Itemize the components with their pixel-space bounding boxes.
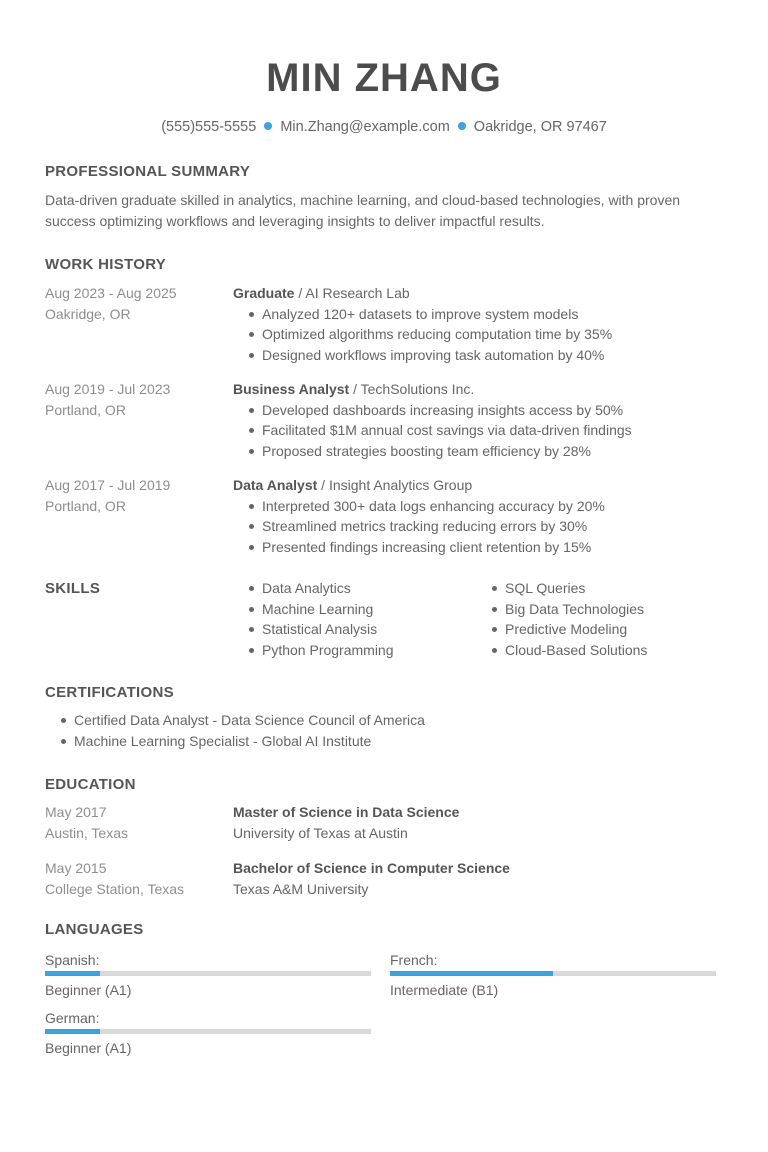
skills-heading: SKILLS — [45, 580, 101, 597]
certification-item: Certified Data Analyst - Data Science Council of America — [45, 710, 425, 731]
summary-heading: PROFESSIONAL SUMMARY — [45, 163, 251, 180]
skill-item: Cloud-Based Solutions — [476, 640, 647, 661]
job-bullet: Streamlined metrics tracking reducing errors by 30% — [233, 516, 605, 537]
certifications-heading: CERTIFICATIONS — [45, 684, 174, 701]
education-location: Austin, Texas — [45, 824, 129, 841]
job-meta — [45, 283, 177, 324]
candidate-name: MIN ZHANG — [266, 56, 502, 100]
language-level: Beginner (A1) — [45, 982, 132, 998]
email: Min.Zhang@example.com — [280, 119, 450, 135]
job-entry — [233, 283, 612, 365]
education-date: May 2017 — [45, 804, 107, 820]
skills-column-2 — [476, 578, 647, 660]
degree: Master of Science in Data Science — [233, 804, 460, 820]
job-meta — [45, 379, 170, 420]
job-title: Data Analyst — [233, 477, 318, 493]
summary-text: Data-driven graduate skilled in analytics, machine learning, and cloud-based technologies, with proven success optimizing workflows and leveraging insights to deliver impactful results. — [45, 192, 681, 229]
contact-line — [0, 119, 768, 135]
job-bullet: Optimized algorithms reducing computation time by 35% — [233, 324, 612, 345]
education-meta — [45, 802, 128, 843]
separator-dot — [264, 122, 272, 130]
language-name: German: — [45, 1010, 100, 1026]
job-bullet: Interpreted 300+ data logs enhancing accuracy by 20% — [233, 496, 605, 517]
language-name: French: — [390, 952, 438, 968]
school: Texas A&M University — [233, 880, 369, 897]
phone: (555)555-5555 — [161, 119, 257, 135]
school: University of Texas at Austin — [233, 824, 408, 841]
skills-column-1 — [233, 578, 394, 660]
certification-item: Machine Learning Specialist - Global AI Institute — [45, 731, 425, 752]
job-location: Portland, OR — [45, 401, 126, 418]
proficiency-fill — [45, 971, 100, 976]
education-heading: EDUCATION — [45, 776, 136, 793]
language-level: Beginner (A1) — [45, 1040, 132, 1056]
language-name: Spanish: — [45, 952, 100, 968]
proficiency-bar — [390, 971, 716, 976]
job-bullet: Presented findings increasing client retention by 15% — [233, 537, 605, 558]
job-bullet: Developed dashboards increasing insights access by 50% — [233, 400, 632, 421]
job-bullet: Proposed strategies boosting team efficiency by 28% — [233, 441, 632, 462]
job-location: Portland, OR — [45, 497, 126, 514]
job-company: / Insight Analytics Group — [317, 477, 473, 493]
education-date: May 2015 — [45, 860, 107, 876]
job-dates: Aug 2017 - Jul 2019 — [45, 477, 171, 493]
proficiency-bar — [45, 971, 371, 976]
skill-item: Big Data Technologies — [476, 599, 647, 620]
job-dates: Aug 2023 - Aug 2025 — [45, 285, 177, 301]
language-spanish — [45, 951, 371, 999]
job-company: / AI Research Lab — [294, 285, 410, 301]
job-company: / TechSolutions Inc. — [349, 381, 475, 397]
work-history-heading: WORK HISTORY — [45, 256, 167, 273]
skill-item: Data Analytics — [233, 578, 394, 599]
job-location: Oakridge, OR — [45, 305, 131, 322]
job-entry — [233, 475, 605, 557]
language-level: Intermediate (B1) — [390, 982, 499, 998]
job-bullet: Designed workflows improving task automation by 40% — [233, 345, 612, 366]
skill-item: Predictive Modeling — [476, 619, 647, 640]
job-bullet: Facilitated $1M annual cost savings via data-driven findings — [233, 420, 632, 441]
certifications-list — [45, 710, 425, 751]
education-meta — [45, 858, 184, 899]
skill-item: Machine Learning — [233, 599, 394, 620]
degree: Bachelor of Science in Computer Science — [233, 860, 510, 876]
proficiency-bar — [45, 1029, 371, 1034]
proficiency-fill — [390, 971, 553, 976]
job-meta — [45, 475, 170, 516]
education-entry — [233, 858, 510, 899]
address: Oakridge, OR 97467 — [473, 119, 607, 135]
skill-item: SQL Queries — [476, 578, 647, 599]
language-french — [390, 951, 716, 999]
proficiency-fill — [45, 1029, 100, 1034]
job-dates: Aug 2019 - Jul 2023 — [45, 381, 171, 397]
job-entry — [233, 379, 632, 461]
skill-item: Statistical Analysis — [233, 619, 394, 640]
job-title: Graduate — [233, 285, 295, 301]
skill-item: Python Programming — [233, 640, 394, 661]
job-title: Business Analyst — [233, 381, 350, 397]
education-location: College Station, Texas — [45, 880, 185, 897]
separator-dot — [458, 122, 466, 130]
language-german — [45, 1009, 371, 1057]
job-bullet: Analyzed 120+ datasets to improve system models — [233, 304, 612, 325]
languages-heading: LANGUAGES — [45, 921, 144, 938]
education-entry — [233, 802, 459, 843]
